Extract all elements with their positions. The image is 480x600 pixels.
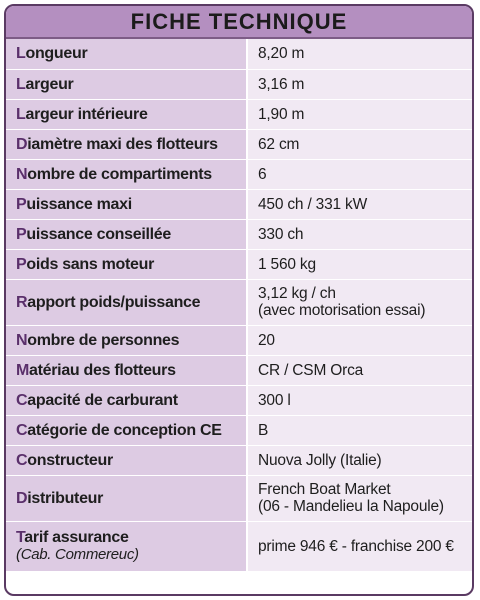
label-initial: L [16,45,26,63]
spec-row [6,249,472,279]
label-text: onstructeur [27,451,113,469]
label-initial: P [16,255,27,273]
spec-row [6,99,472,129]
spec-row [6,219,472,249]
value-line: (avec motorisation essai) [258,302,426,319]
spec-value: 1,90 m [247,99,472,129]
spec-label [6,249,247,279]
label-initial: N [16,331,28,349]
spec-label [6,69,247,99]
spec-label [6,219,247,249]
spec-row [6,189,472,219]
label-text: oids sans moteur [26,255,155,273]
spec-label [6,189,247,219]
spec-value: 330 ch [247,219,472,249]
label-text: uissance maxi [26,195,132,213]
label-initial: C [16,421,28,439]
label-text: iamètre maxi des flotteurs [27,135,218,153]
spec-table [6,39,472,572]
spec-label [6,415,247,445]
spec-label [6,279,247,325]
spec-value: Nuova Jolly (Italie) [247,445,472,475]
spec-value [247,279,472,325]
spec-value: 450 ch / 331 kW [247,189,472,219]
spec-row [6,521,472,571]
spec-value: 20 [247,325,472,355]
label-initial: L [16,75,26,93]
spec-label [6,159,247,189]
label-initial: C [16,391,28,409]
spec-value: 300 l [247,385,472,415]
value-line: French Boat Market [258,481,391,498]
title-bar [6,6,472,39]
spec-label [6,521,247,571]
label-text: uissance conseillée [26,225,171,243]
spec-sheet [4,4,474,596]
label-initial: P [16,195,27,213]
spec-label [6,325,247,355]
label-text: atériau des flotteurs [29,361,176,379]
spec-value: 8,20 m [247,39,472,69]
spec-label [6,39,247,69]
spec-row [6,279,472,325]
sheet-title: FICHE TECHNIQUE [130,8,348,34]
spec-value: CR / CSM Orca [247,355,472,385]
label-initial: C [16,451,28,469]
label-initial: R [16,293,28,311]
spec-row [6,69,472,99]
spec-row [6,415,472,445]
spec-value: 6 [247,159,472,189]
label-text: apacité de carburant [27,391,178,409]
spec-row [6,475,472,521]
spec-value: B [247,415,472,445]
label-text: atégorie de conception CE [27,421,222,439]
label-text: ongueur [25,45,88,63]
value-line: (06 - Mandelieu la Napoule) [258,498,444,515]
spec-value: prime 946 € - franchise 200 € [247,521,472,571]
label-text: argeur intérieure [25,105,148,123]
spec-value: 1 560 kg [247,249,472,279]
spec-row [6,445,472,475]
spec-value [247,475,472,521]
label-initial: L [16,105,26,123]
label-initial: P [16,225,27,243]
spec-label [6,355,247,385]
spec-row [6,355,472,385]
label-note: (Cab. Commereuc) [16,546,139,563]
spec-value: 3,16 m [247,69,472,99]
spec-row [6,39,472,69]
label-initial: T [16,529,25,546]
spec-row [6,159,472,189]
label-initial: D [16,489,28,507]
label-text: istributeur [27,489,104,507]
spec-row [6,129,472,159]
spec-label [6,385,247,415]
spec-row [6,385,472,415]
spec-row [6,325,472,355]
label-text: arif assurance [24,529,129,546]
label-text: ombre de personnes [27,331,180,349]
label-text: argeur [25,75,74,93]
label-text: apport poids/puissance [27,293,201,311]
spec-label [6,445,247,475]
label-initial: M [16,361,30,379]
spec-label [6,99,247,129]
value-line: 3,12 kg / ch [258,285,336,302]
spec-label [6,475,247,521]
label-text: ombre de compartiments [27,165,212,183]
spec-label [6,129,247,159]
label-initial: N [16,165,28,183]
label-initial: D [16,135,28,153]
spec-value: 62 cm [247,129,472,159]
